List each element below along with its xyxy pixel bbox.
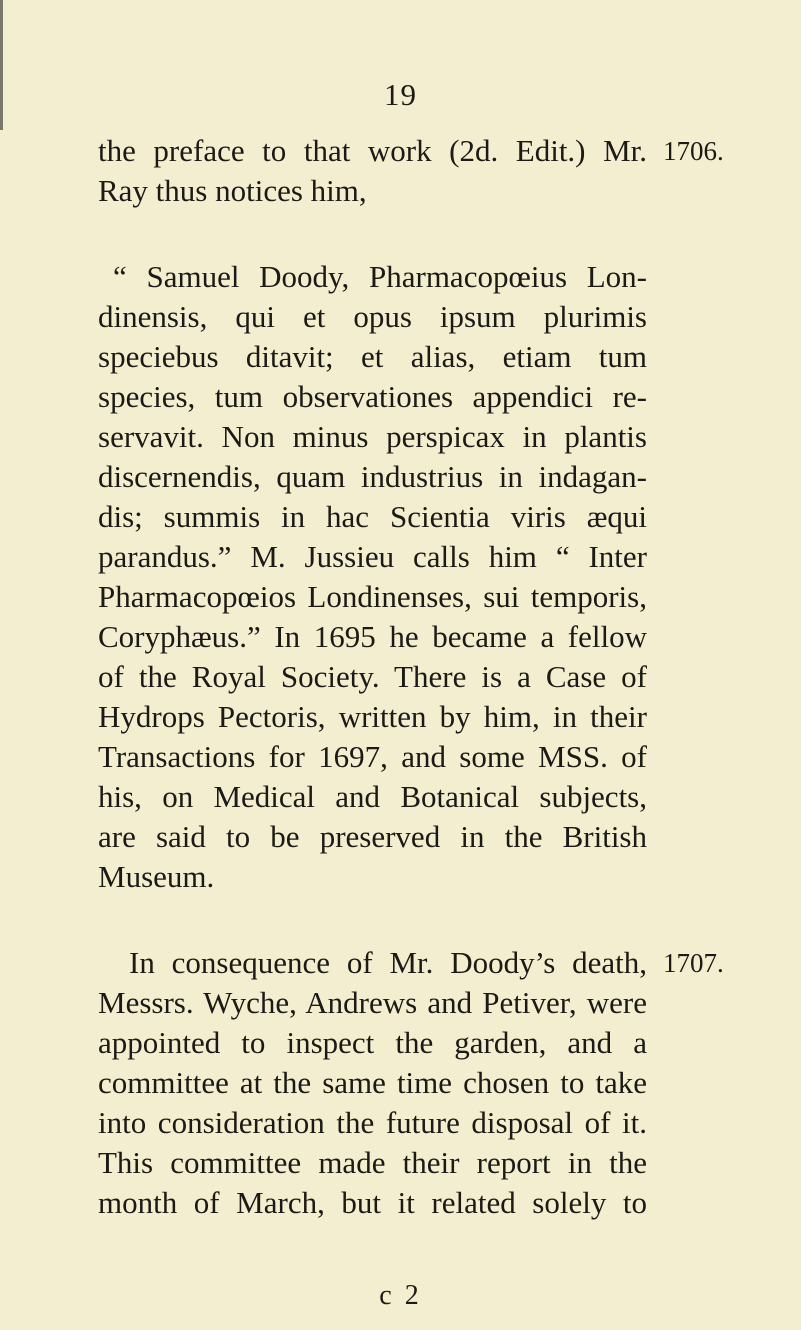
text-line: are said to be preserved in the British bbox=[98, 819, 647, 854]
text-line: This committee made their report in the bbox=[98, 1145, 647, 1180]
text-line: the preface to that work (2d. Edit.) Mr. bbox=[98, 133, 647, 168]
text-line: appointed to inspect the garden, and a bbox=[98, 1025, 647, 1060]
margin-year: 1706. bbox=[663, 136, 724, 166]
text-line: Transactions for 1697, and some MSS. of bbox=[98, 739, 647, 774]
text-line: speciebus ditavit; et alias, etiam tum bbox=[98, 339, 647, 374]
text-line: Pharmacopœios Londinenses, sui temporis, bbox=[98, 579, 647, 614]
page-number: 19 bbox=[384, 77, 417, 112]
text-line: dis; summis in hac Scientia viris æqui bbox=[98, 499, 647, 534]
margin-year: 1707. bbox=[663, 948, 724, 978]
text-line: Hydrops Pectoris, written by him, in their bbox=[98, 699, 647, 734]
text-line: into consideration the future disposal of it. bbox=[98, 1105, 647, 1140]
text-line: “ Samuel Doody, Pharmacopœius Lon- bbox=[113, 259, 647, 294]
text-line: servavit. Non minus perspicax in plantis bbox=[98, 419, 647, 454]
text-line: Coryphæus.” In 1695 he became a fellow bbox=[98, 619, 647, 654]
signature-mark: c 2 bbox=[379, 1280, 422, 1311]
text-line: Ray thus notices him, bbox=[98, 173, 367, 208]
text-line: month of March, but it related solely to bbox=[98, 1185, 647, 1220]
text-line: discernendis, quam industrius in indagan- bbox=[98, 459, 647, 494]
text-line: committee at the same time chosen to take bbox=[98, 1065, 647, 1100]
text-line: In consequence of Mr. Doody’s death, bbox=[129, 945, 647, 980]
text-line: Messrs. Wyche, Andrews and Petiver, were bbox=[98, 985, 647, 1020]
text-line: Museum. bbox=[98, 859, 215, 894]
text-line: parandus.” M. Jussieu calls him “ Inter bbox=[98, 539, 647, 574]
text-line: of the Royal Society. There is a Case of bbox=[98, 659, 647, 694]
text-line: his, on Medical and Botanical subjects, bbox=[98, 779, 647, 814]
text-line: dinensis, qui et opus ipsum plurimis bbox=[98, 299, 647, 334]
text-line: species, tum observationes appendici re- bbox=[98, 379, 647, 414]
